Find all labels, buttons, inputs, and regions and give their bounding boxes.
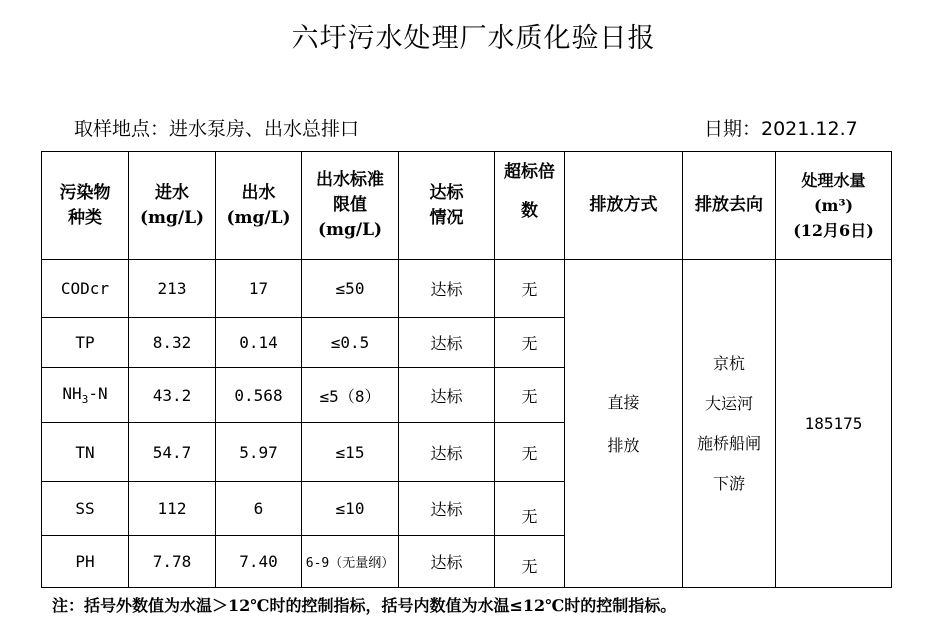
inflow-cell: 7.78 bbox=[129, 536, 216, 588]
discharge-mode-cell: 直接 排放 bbox=[565, 260, 683, 588]
standard-cell: ≤10 bbox=[302, 482, 399, 536]
table-row bbox=[42, 260, 892, 318]
pollutant-cell: $NH_3-N$ bbox=[42, 368, 129, 423]
footnote: 注：括号外数值为水温＞12℃时的控制指标，括号内数值为水温≤12℃时的控制指标。 bbox=[52, 596, 677, 615]
outflow-cell: 5.97 bbox=[216, 423, 302, 482]
status-cell: 达标 bbox=[399, 368, 495, 423]
pollutant-cell: PH bbox=[42, 536, 129, 588]
outflow-cell: 0.14 bbox=[216, 318, 302, 368]
header-volume: 处理水量 (m³) (12月6日) bbox=[776, 152, 892, 260]
pollutant-cell: TN bbox=[42, 423, 129, 482]
treated-volume-cell: 185175 bbox=[776, 260, 892, 588]
standard-cell: ≤15 bbox=[302, 423, 399, 482]
status-cell: 达标 bbox=[399, 318, 495, 368]
status-cell: 达标 bbox=[399, 536, 495, 588]
outflow-cell: 17 bbox=[216, 260, 302, 318]
discharge-dest-cell: 京杭 大运河 施桥船闸 下游 bbox=[683, 260, 776, 588]
sampling-location: 取样地点：进水泵房、出水总排口 bbox=[74, 118, 360, 140]
standard-cell: ≤0.5 bbox=[302, 318, 399, 368]
inflow-cell: 112 bbox=[129, 482, 216, 536]
header-standard: 出水标准 限值 (mg/L) bbox=[302, 152, 399, 260]
inflow-cell: 8.32 bbox=[129, 318, 216, 368]
report-date: 日期：2021.12.7 bbox=[704, 118, 858, 140]
outflow-cell: 7.40 bbox=[216, 536, 302, 588]
outflow-cell: 0.568 bbox=[216, 368, 302, 423]
status-cell: 达标 bbox=[399, 482, 495, 536]
report-title: 六圩污水处理厂水质化验日报 bbox=[291, 23, 656, 54]
inflow-cell: 54.7 bbox=[129, 423, 216, 482]
header-discharge-dest: 排放去向 bbox=[683, 152, 776, 260]
exceed-cell: 无 bbox=[495, 368, 565, 423]
exceed-cell: 无 bbox=[495, 423, 565, 482]
header-pollutant: 污染物 种类 bbox=[42, 152, 129, 260]
pollutant-cell: CODcr bbox=[42, 260, 129, 318]
standard-cell: ≤50 bbox=[302, 260, 399, 318]
header-discharge-mode: 排放方式 bbox=[565, 152, 683, 260]
inflow-cell: 213 bbox=[129, 260, 216, 318]
status-cell: 达标 bbox=[399, 260, 495, 318]
standard-cell: 6-9（无量纲） bbox=[302, 536, 399, 588]
exceed-cell: 无 bbox=[495, 318, 565, 368]
standard-cell: ≤5（8） bbox=[302, 368, 399, 423]
exceed-cell: 无 bbox=[495, 536, 565, 588]
inflow-cell: 43.2 bbox=[129, 368, 216, 423]
exceed-cell: 无 bbox=[495, 482, 565, 536]
outflow-cell: 6 bbox=[216, 482, 302, 536]
header-exceed: 超标倍 数 bbox=[495, 152, 565, 260]
header-row bbox=[42, 152, 892, 260]
water-quality-table bbox=[41, 151, 892, 588]
header-outflow: 出水 (mg/L) bbox=[216, 152, 302, 260]
header-inflow: 进水 (mg/L) bbox=[129, 152, 216, 260]
exceed-cell: 无 bbox=[495, 260, 565, 318]
pollutant-cell: SS bbox=[42, 482, 129, 536]
header-status: 达标 情况 bbox=[399, 152, 495, 260]
status-cell: 达标 bbox=[399, 423, 495, 482]
pollutant-cell: TP bbox=[42, 318, 129, 368]
